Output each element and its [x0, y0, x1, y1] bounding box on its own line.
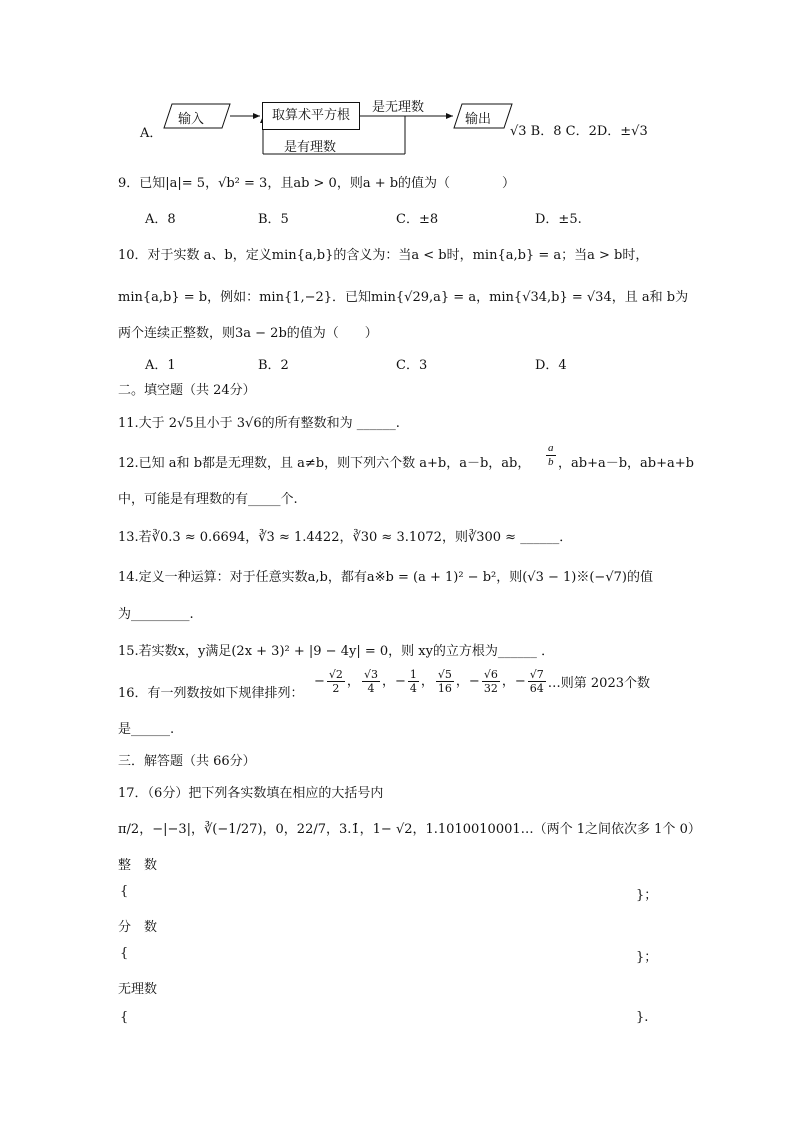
q17-stem: 17．（6分）把下列各实数填在相应的大括号内 — [118, 786, 384, 801]
q16-term-3: − $\frac{1}{4}$ ， — [394, 668, 434, 695]
q9-option-b: B．5 — [258, 212, 289, 227]
category-fraction-label: 分 数 — [118, 920, 158, 935]
flow-input-label: 输入 — [178, 112, 205, 127]
flow-options-bcd: √3 B．8 C．2D．±√3 — [510, 124, 648, 139]
q14-line2: 为_________. — [118, 607, 194, 622]
q16-line2: 是______. — [118, 722, 175, 737]
q16-term-5: − $\frac{√6}{32}$ ， — [468, 668, 515, 695]
q10-option-c: C．3 — [396, 358, 428, 373]
q17-numbers: π/2，−|−3|，∛(−1/27)，0，22/7，3.1̇，1− √2，1.1010010001…（两个 1之间依次多 1个 0） — [118, 822, 701, 837]
q10-option-d: D．4 — [535, 358, 567, 373]
q10-line3: 两个连续正整数，则3a − 2b的值为（ ） — [118, 326, 378, 341]
category-fraction-close: }； — [636, 950, 658, 965]
q16-sequence — [314, 668, 650, 695]
q12-line1b: ，ab+a－b，ab+a+b — [558, 456, 694, 471]
question-11: 11.大于 2√5且小于 3√6的所有整数和为 ______. — [118, 416, 400, 431]
category-integer-label: 整 数 — [118, 858, 158, 873]
q14-line1: 14.定义一种运算：对于任意实数a,b，都有a※b = (a + 1)² − b²，则(√3 − 1)※(−√7)的值 — [118, 570, 653, 585]
category-irrational-open: { — [120, 1010, 129, 1025]
category-integer-close: }； — [636, 888, 658, 903]
q16-term-4: $\frac{√5}{16}$ ， — [437, 668, 469, 695]
question-13: 13.若∛0.3 ≈ 0.6694，∛3 ≈ 1.4422，∛30 ≈ 3.1072，则∛300 ≈ ______． — [118, 530, 573, 545]
category-irrational-close: }. — [636, 1010, 649, 1025]
q9-stem: 9．已知|a|= 5，√b² = 3，且ab > 0，则a + b的值为（ ） — [118, 176, 516, 191]
q16-term-1: − $\frac{√2}{2}$ ， — [314, 668, 360, 695]
flow-irrational-label: 是无理数 — [372, 100, 425, 115]
section-3-heading: 三．解答题（共 66分） — [118, 754, 256, 769]
flow-sqrt-box — [262, 102, 360, 130]
flow-output-label: 输出 — [465, 112, 492, 127]
flow-sqrt-label: 取算术平方根 — [271, 108, 350, 123]
q9-option-c: C．±8 — [396, 212, 439, 227]
q10-option-b: B．2 — [258, 358, 289, 373]
q12-line1: 12.已知 a和 b都是无理数，且 a≠b，则下列六个数 a+b，a－b，ab， — [118, 456, 531, 471]
q16-prefix: 16．有一列数按如下规律排列： — [118, 686, 304, 701]
q9-option-a: A．8 — [145, 212, 176, 227]
category-integer-open: { — [120, 884, 129, 899]
q16-term-6: − $\frac{√7}{64}$ — [514, 668, 544, 695]
q16-suffix: …则第 2023个数 — [547, 676, 650, 691]
q10-option-a: A．1 — [145, 358, 176, 373]
q12-fraction: $\frac{a}{b}$ — [548, 442, 554, 468]
q9-option-d: D．±5. — [535, 212, 582, 227]
category-fraction-open: { — [120, 946, 129, 961]
option-a-label: A． — [140, 126, 163, 141]
question-15: 15.若实数x，y满足(2x + 3)² + |9 − 4y| = 0，则 xy的立方根为______ ． — [118, 644, 555, 659]
q16-term-2: $\frac{√3}{4}$ ， — [363, 668, 395, 695]
section-2-heading: 二。填空题（共 24分） — [118, 383, 256, 398]
flow-rational-label: 是有理数 — [284, 140, 337, 155]
q12-line2: 中，可能是有理数的有_____个. — [118, 492, 298, 507]
q10-line2: min{a,b} = b，例如：min{1,−2}．已知min{√29,a} = a，min{√34,b} = √34，且 a和 b为 — [118, 290, 689, 305]
category-irrational-label: 无理数 — [118, 982, 158, 997]
q10-line1: 10．对于实数 a、b，定义min{a,b}的含义为：当a < b时，min{a,b} = a；当a > b时， — [118, 248, 649, 263]
